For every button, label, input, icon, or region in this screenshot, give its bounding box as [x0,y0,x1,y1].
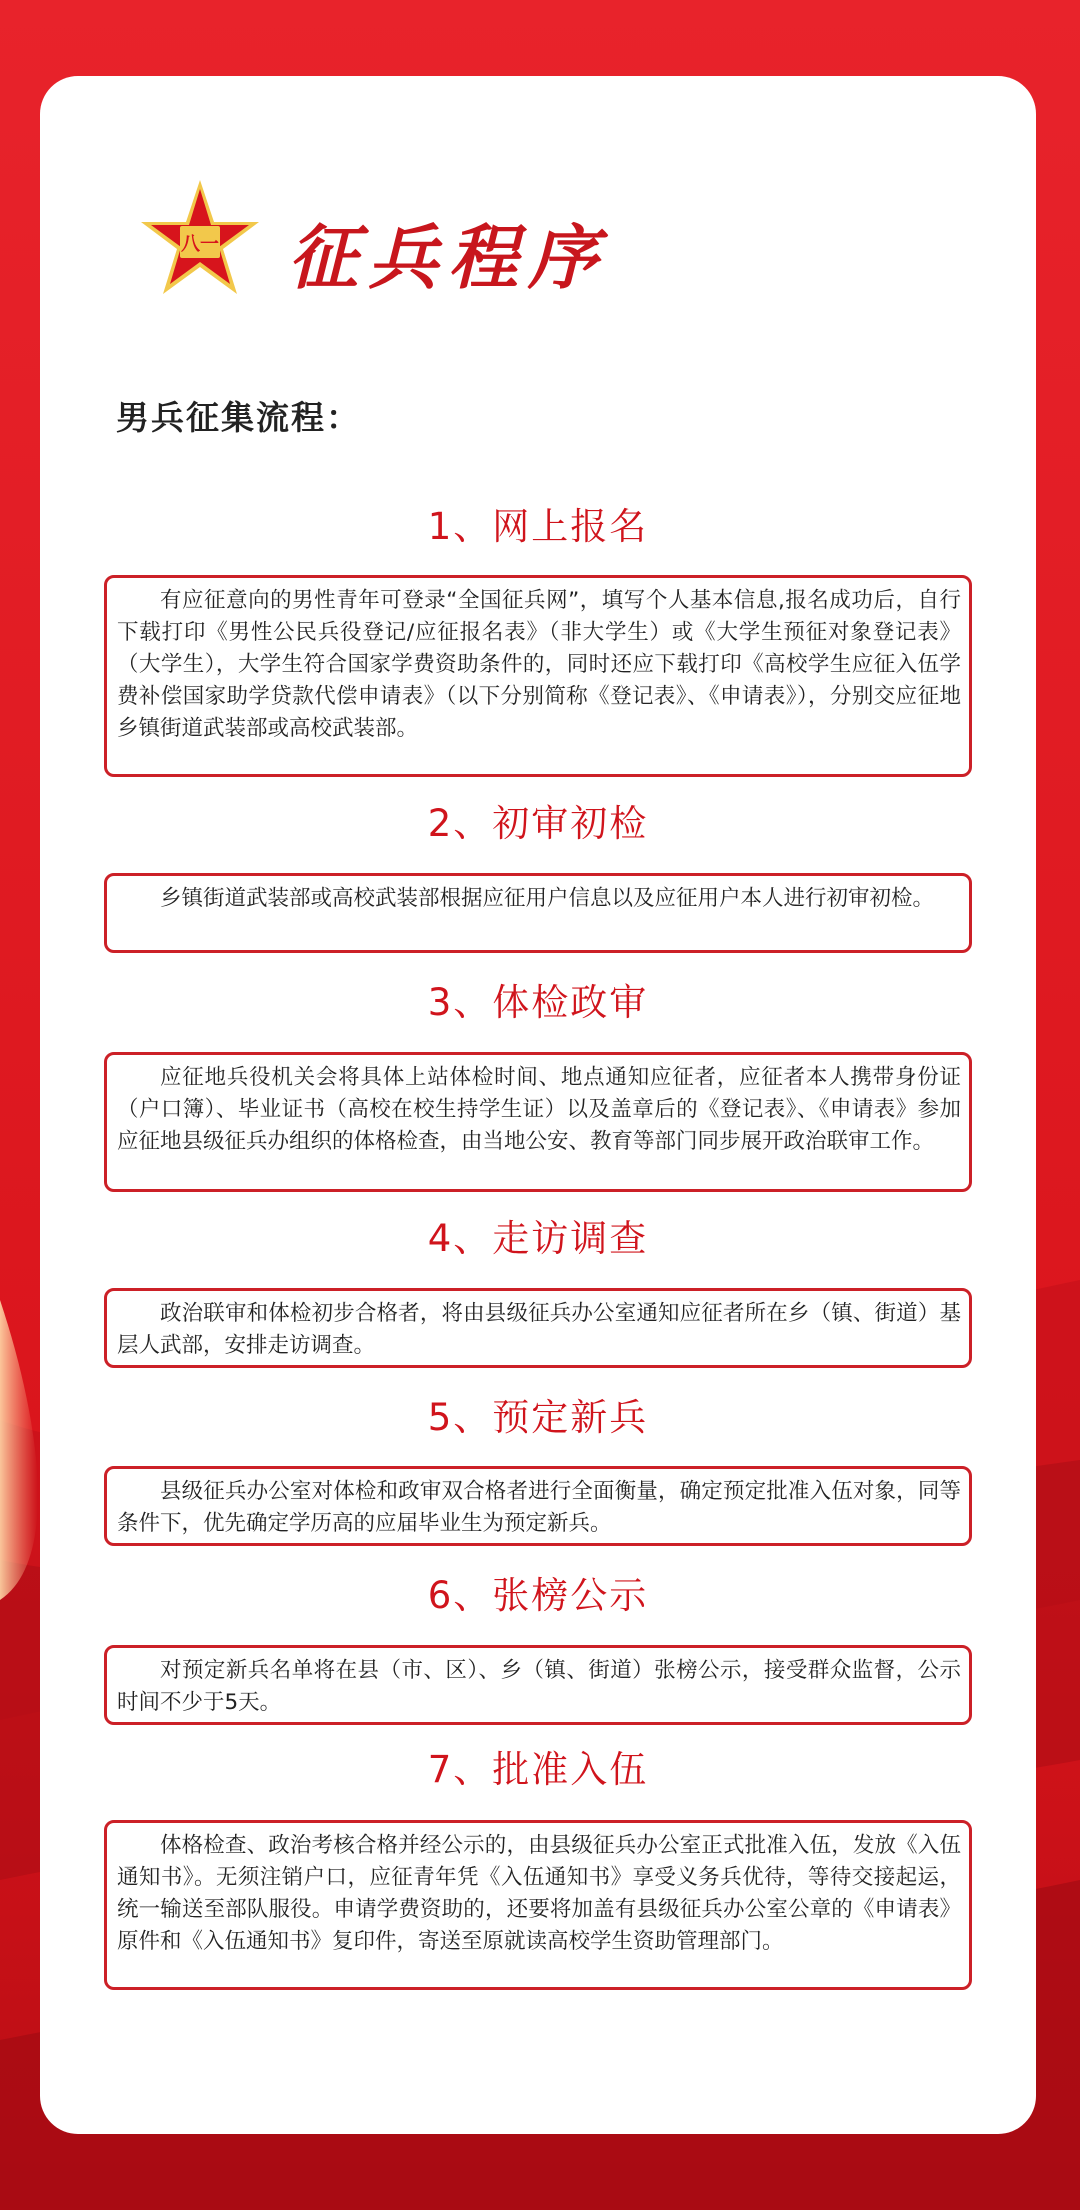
emblem-text: 八一 [180,233,220,255]
step-7-title: 7、批准入伍 [427,1748,649,1791]
red-star-emblem-icon [138,178,262,298]
step-7-description: 体格检查、政治考核合格并经公示的，由县级征兵办公室正式批准入伍，发放《入伍通知书》。无须注销户口，应征青年凭《入伍通知书》享受义务兵优待，等待交接起运，统一输送至部队服役。申请学费资助的，还要将加盖有县级征兵办公室公章的《申请表》原件和《入伍通知书》复印件，寄送至原就读高校学生资助管理部门。 [104,1820,972,1990]
step-2-description: 乡镇街道武装部或高校武装部根据应征用户信息以及应征用户本人进行初审初检。 [104,873,972,953]
step-6-description: 对预定新兵名单将在县（市、区）、乡（镇、街道）张榜公示，接受群众监督，公示时间不少于5天。 [104,1645,972,1725]
step-4-description: 政治联审和体检初步合格者，将由县级征兵办公室通知应征者所在乡（镇、街道）基层人武部，安排走访调查。 [104,1288,972,1368]
step-1-title: 1、网上报名 [427,505,649,548]
process-heading: 男兵征集流程： [116,398,361,437]
banner [138,170,638,310]
step-4-title: 4、走访调查 [427,1217,649,1260]
step-3-title: 3、体检政审 [427,981,649,1024]
step-5-description: 县级征兵办公室对体检和政审双合格者进行全面衡量，确定预定批准入伍对象，同等条件下，优先确定学历高的应届毕业生为预定新兵。 [104,1466,972,1546]
step-5-title: 5、预定新兵 [427,1396,649,1439]
step-2-title: 2、初审初检 [427,802,649,845]
banner-title: 征兵程序 [288,216,608,299]
step-1-description: 有应征意向的男性青年可登录“全国征兵网”，填写个人基本信息,报名成功后，自行下载打印《男性公民兵役登记/应征报名表》（非大学生）或《大学生预征对象登记表》（大学生），大学生符合国家学费资助条件的，同时还应下载打印《高校学生应征入伍学费补偿国家助学贷款代偿申请表》（以下分别简称《登记表》、《申请表》），分别交应征地乡镇街道武装部或高校武装部。 [104,575,972,777]
step-6-title: 6、张榜公示 [427,1574,649,1617]
step-3-description: 应征地兵役机关会将具体上站体检时间、地点通知应征者，应征者本人携带身份证（户口簿）、毕业证书（高校在校生持学生证）以及盖章后的《登记表》、《申请表》参加应征地县级征兵办组织的体格检查，由当地公安、教育等部门同步展开政治联审工作。 [104,1052,972,1192]
